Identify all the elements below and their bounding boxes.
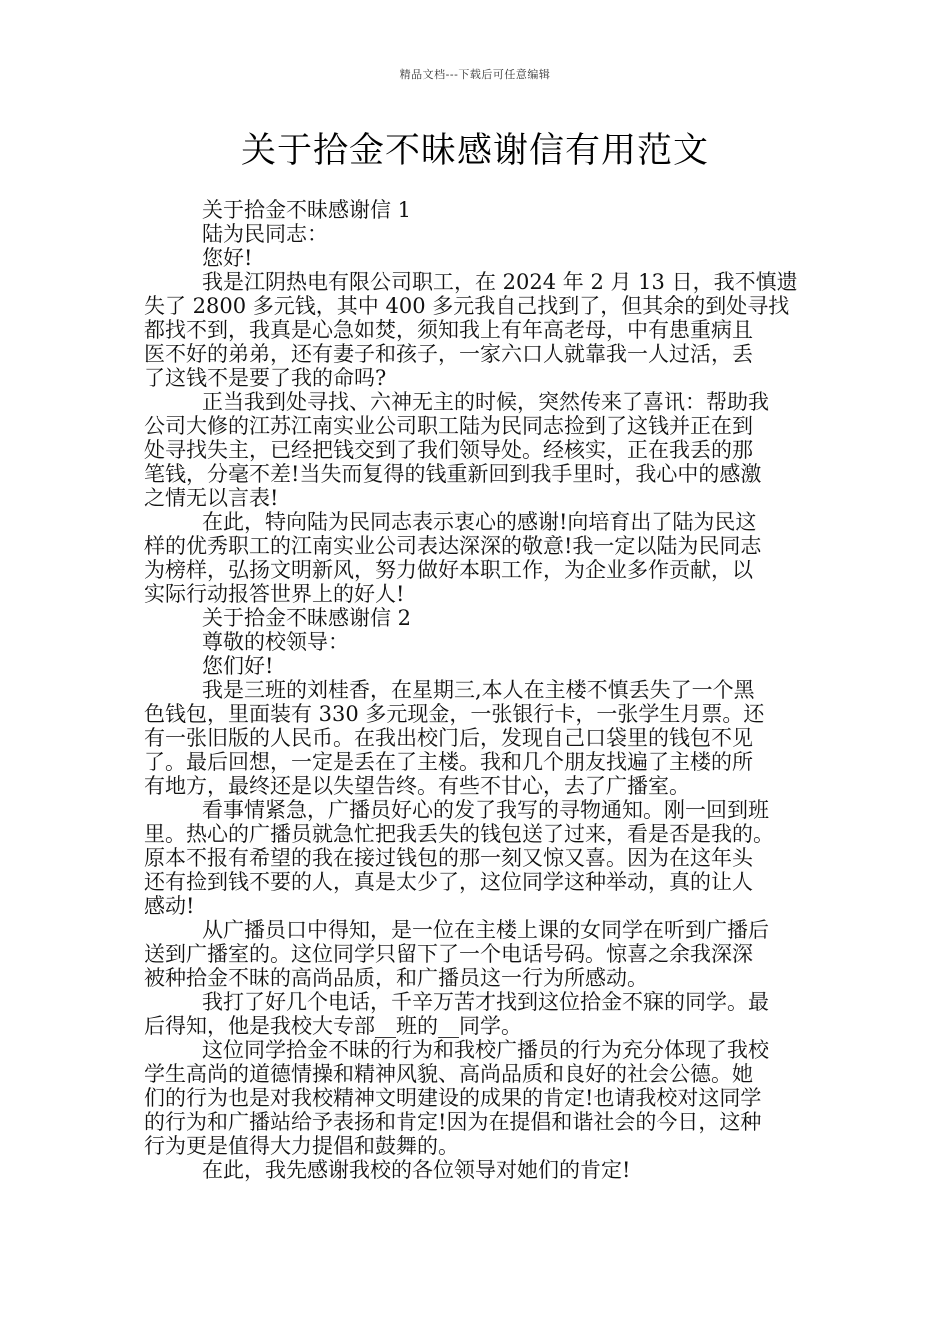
- body-line: 我是三班的刘桂香，在星期三,本人在主楼不慎丢失了一个黑: [202, 678, 755, 702]
- body-line: 后得知，他是我校大专部__班的__同学。: [144, 1014, 522, 1038]
- document-body: [144, 198, 808, 1182]
- body-line: 从广播员口中得知，是一位在主楼上课的女同学在听到广播后: [202, 918, 769, 942]
- body-line: 您好!: [202, 246, 253, 270]
- body-line: 笔钱，分毫不差!当失而复得的钱重新回到我手里时，我心中的感激: [144, 462, 762, 486]
- body-line: 里。热心的广播员就急忙把我丢失的钱包送了过来，看是否是我的。: [144, 822, 774, 846]
- body-line: 有地方，最终还是以失望告终。有些不甘心，去了广播室。: [144, 774, 690, 798]
- body-line: 关于拾金不昧感谢信 2: [202, 606, 412, 630]
- body-line: 样的优秀职工的江南实业公司表达深深的敬意!我一定以陆为民同志: [144, 534, 762, 558]
- body-line: 送到广播室的。这位同学只留下了一个电话号码。惊喜之余我深深: [144, 942, 753, 966]
- body-line: 色钱包，里面装有 330 多元现金，一张银行卡，一张学生月票。还: [144, 702, 765, 726]
- body-line: 处寻找失主，已经把钱交到了我们领导处。经核实，正在我丢的那: [144, 438, 753, 462]
- body-line: 有一张旧版的人民币。在我出校门后，发现自己口袋里的钱包不见: [144, 726, 753, 750]
- body-line: 我是江阴热电有限公司职工，在 2024 年 2 月 13 日，我不慎遗: [202, 270, 798, 294]
- body-line: 学生高尚的道德情操和精神风貌、高尚品质和良好的社会公德。她: [144, 1062, 753, 1086]
- body-line: 在此，特向陆为民同志表示衷心的感谢!向培育出了陆为民这: [202, 510, 757, 534]
- body-line: 的行为和广播站给予表扬和肯定!因为在提倡和谐社会的今日，这种: [144, 1110, 762, 1134]
- body-line: 医不好的弟弟，还有妻子和孩子，一家六口人就靠我一人过活，丢: [144, 342, 753, 366]
- body-line: 了。最后回想，一定是丢在了主楼。我和几个朋友找遍了主楼的所: [144, 750, 753, 774]
- body-line: 失了 2800 多元钱，其中 400 多元我自己找到了，但其余的到处寻找: [144, 294, 790, 318]
- header-note: 精品文档---下载后可任意编辑: [399, 68, 551, 81]
- body-line: 您们好!: [202, 654, 274, 678]
- body-line: 感动!: [144, 894, 195, 918]
- body-line: 原本不报有希望的我在接过钱包的那一刻又惊又喜。因为在这年头: [144, 846, 753, 870]
- body-line: 看事情紧急，广播员好心的发了我写的寻物通知。刚一回到班: [202, 798, 769, 822]
- body-line: 正当我到处寻找、六神无主的时候，突然传来了喜讯：帮助我: [202, 390, 769, 414]
- body-line: 实际行动报答世界上的好人!: [144, 582, 405, 606]
- body-line: 被种拾金不昧的高尚品质，和广播员这一行为所感动。: [144, 966, 648, 990]
- body-line: 公司大修的江苏江南实业公司职工陆为民同志捡到了这钱并正在到: [144, 414, 753, 438]
- body-line: 我打了好几个电话，千辛万苦才找到这位拾金不寐的同学。最: [202, 990, 769, 1014]
- body-line: 还有捡到钱不要的人，真是太少了，这位同学这种举动，真的让人: [144, 870, 753, 894]
- body-line: 都找不到，我真是心急如焚，须知我上有年高老母，中有患重病且: [144, 318, 753, 342]
- body-line: 陆为民同志：: [202, 222, 328, 246]
- body-line: 为榜样，弘扬文明新风，努力做好本职工作，为企业多作贡献，以: [144, 558, 753, 582]
- body-line: 们的行为也是对我校精神文明建设的成果的肯定!也请我校对这同学: [144, 1086, 762, 1110]
- body-line: 了这钱不是要了我的命吗?: [144, 366, 387, 390]
- document-title: 关于拾金不昧感谢信有用范文: [240, 131, 709, 171]
- body-line: 这位同学拾金不昧的行为和我校广播员的行为充分体现了我校: [202, 1038, 769, 1062]
- body-line: 之情无以言表!: [144, 486, 279, 510]
- body-line: 尊敬的校领导：: [202, 630, 349, 654]
- body-line: 行为更是值得大力提倡和鼓舞的。: [144, 1134, 459, 1158]
- body-line: 关于拾金不昧感谢信 1: [202, 198, 412, 222]
- body-line: 在此，我先感谢我校的各位领导对她们的肯定!: [202, 1158, 631, 1182]
